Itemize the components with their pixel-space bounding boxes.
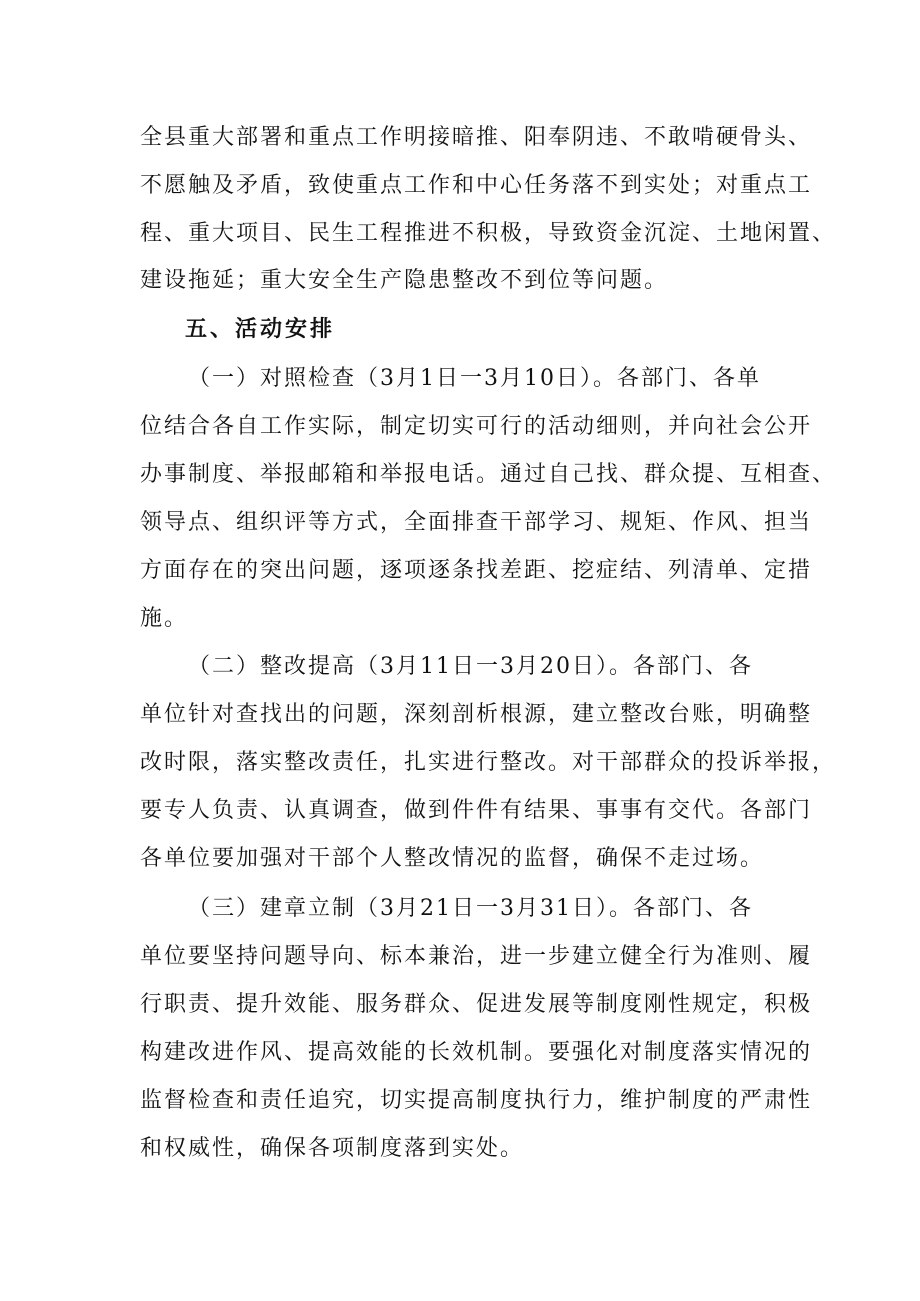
text-line: 不愿触及矛盾，致使重点工作和中心任务落不到实处；对重点工 — [140, 173, 813, 198]
text-line: 办事制度、举报邮箱和举报电话。通过自己找、群众提、互相查、 — [140, 462, 837, 487]
text-line: 构建改进作风、提高效能的长效机制。要强化对制度落实情况的 — [140, 1040, 813, 1065]
text-line: 各单位要加强对干部个人整改情况的监督，确保不走过场。 — [140, 846, 765, 871]
text-line: 监督检查和责任追究，切实提高制度执行力，维护制度的严肃性 — [140, 1088, 813, 1113]
text-line: （二）整改提高（3月11日一3月20日）。各部门、各 — [188, 654, 753, 679]
text-line: 行职责、提升效能、服务群众、促进发展等制度刚性规定，积极 — [140, 992, 813, 1017]
text-line: 全县重大部署和重点工作明接暗推、阳奉阴违、不敢啃硬骨头、 — [140, 125, 813, 150]
text-line: 建设拖延；重大安全生产隐患整改不到位等问题。 — [140, 268, 669, 293]
text-line: 施。 — [140, 606, 189, 631]
text-line: 方面存在的突出问题，逐项逐条找差距、挖症结、列清单、定措 — [140, 558, 813, 583]
text-line: 和权威性，确保各项制度落到实处。 — [140, 1136, 525, 1161]
text-line: 单位要坚持问题导向、标本兼治，进一步建立健全行为准则、履 — [140, 944, 813, 969]
text-line: 位结合各自工作实际，制定切实可行的活动细则，并向社会公开 — [140, 414, 813, 439]
text-line: 领导点、组织评等方式，全面排查干部学习、规矩、作风、担当 — [140, 510, 813, 535]
section-heading: 五、活动安排 — [185, 317, 336, 342]
text-line: 程、重大项目、民生工程推进不积极，导致资金沉淀、土地闲置、 — [140, 221, 837, 246]
text-line: （一）对照检查（3月1日一3月10日）。各部门、各单 — [188, 366, 761, 391]
text-line: 要专人负责、认真调查，做到件件有结果、事事有交代。各部门 — [140, 798, 813, 823]
text-line: （三）建章立制（3月21日一3月31日）。各部门、各 — [188, 896, 753, 921]
text-line: 单位针对查找出的问题，深刻剖析根源，建立整改台账，明确整 — [140, 702, 813, 727]
text-line: 改时限，落实整改责任，扎实进行整改。对干部群众的投诉举报， — [140, 750, 837, 775]
